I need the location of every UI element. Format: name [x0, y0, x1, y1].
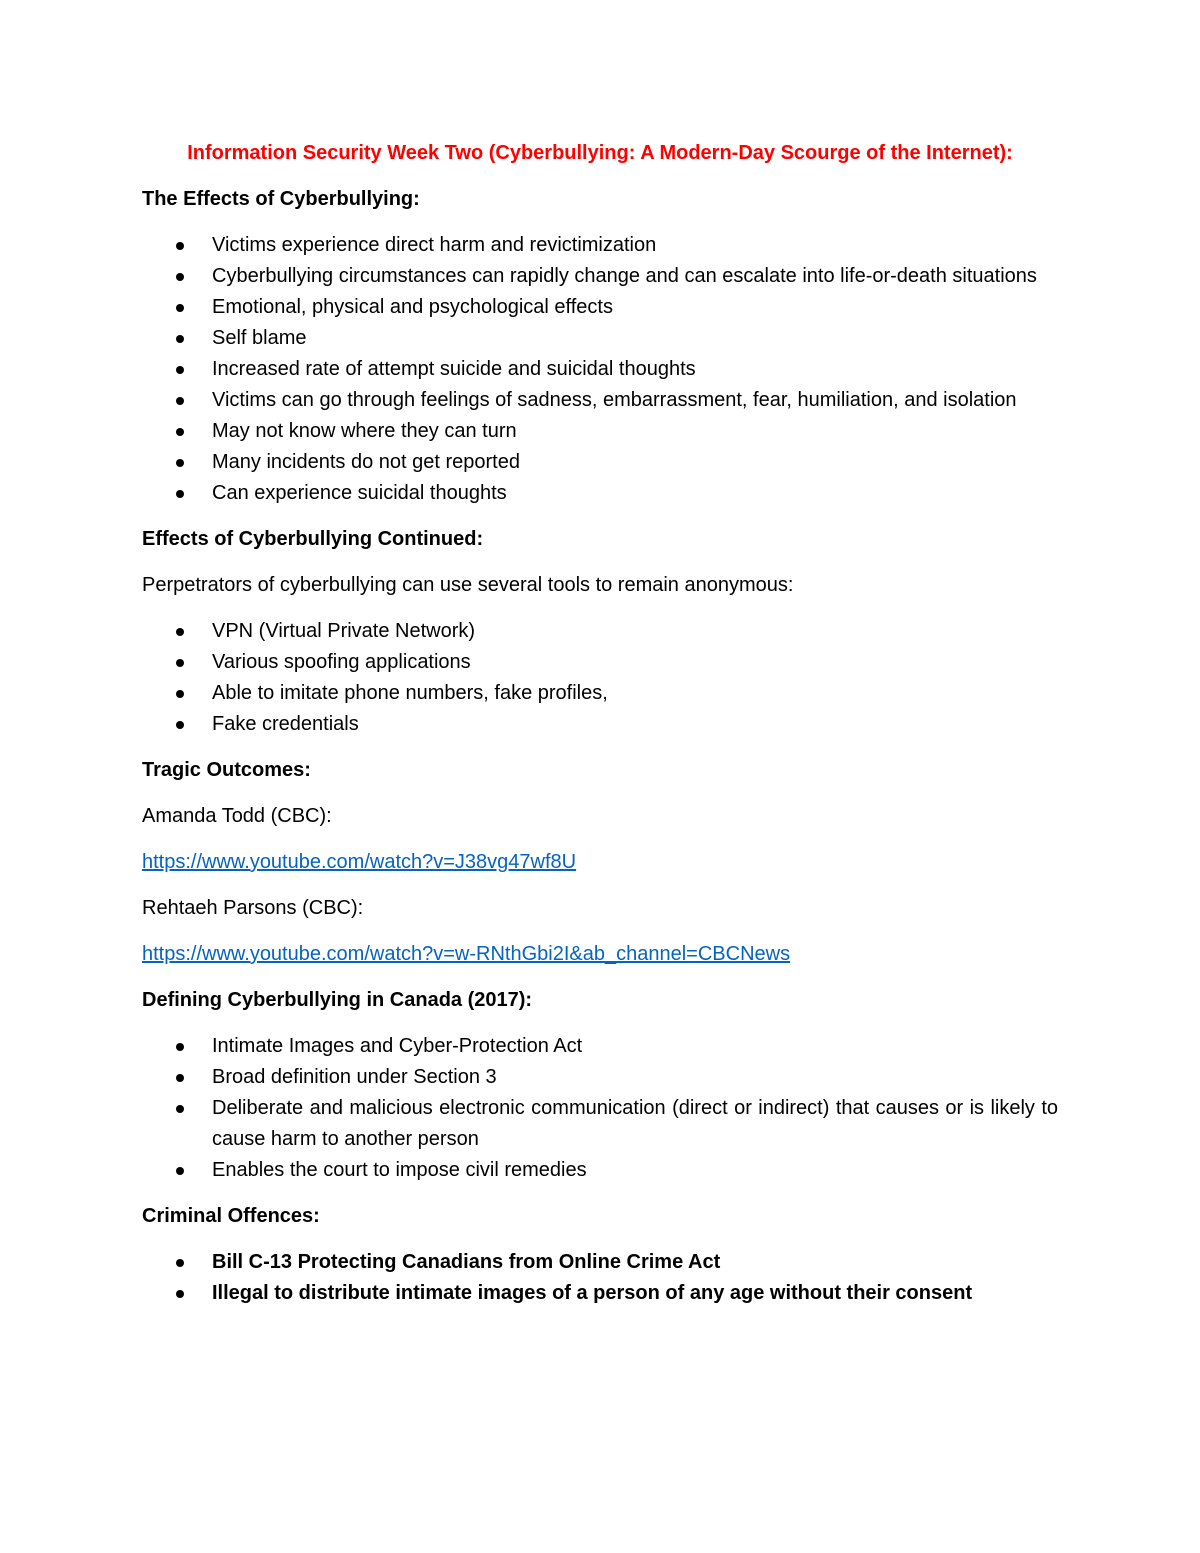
list-item: Increased rate of attempt suicide and suicidal thoughts	[142, 354, 1058, 385]
bullet-icon	[176, 366, 184, 374]
rehtaeh-parsons-video-link[interactable]: https://www.youtube.com/watch?v=w-RNthGbi2I&ab_channel=CBCNews	[142, 943, 791, 965]
bullet-icon	[176, 304, 184, 312]
perpetrators-intro: Perpetrators of cyberbullying can use several tools to remain anonymous:	[142, 574, 794, 596]
bullet-icon	[176, 490, 184, 498]
bullet-icon	[176, 1105, 184, 1113]
list-item: Illegal to distribute intimate images of a person of any age without their consent	[142, 1278, 1058, 1309]
bullet-icon	[176, 1290, 184, 1298]
definition-list	[142, 1031, 1058, 1186]
bullet-icon	[176, 690, 184, 698]
list-item: Fake credentials	[142, 709, 1058, 740]
amanda-todd-video-link[interactable]: https://www.youtube.com/watch?v=J38vg47wf8U	[142, 851, 577, 873]
bullet-icon	[176, 1043, 184, 1051]
bullet-icon	[176, 397, 184, 405]
case-label-amanda-todd: Amanda Todd (CBC):	[142, 805, 332, 827]
list-item: Various spoofing applications	[142, 647, 1058, 678]
bullet-icon	[176, 628, 184, 636]
list-item: Cyberbullying circumstances can rapidly change and can escalate into life-or-death situations	[142, 261, 1058, 292]
bullet-icon	[176, 459, 184, 467]
section-heading-effects-continued: Effects of Cyberbullying Continued:	[142, 528, 484, 550]
bullet-icon	[176, 1259, 184, 1267]
list-item: Victims can go through feelings of sadness, embarrassment, fear, humiliation, and isolation	[142, 385, 1058, 416]
list-item: Can experience suicidal thoughts	[142, 478, 1058, 509]
bullet-icon	[176, 335, 184, 343]
list-item: Bill C-13 Protecting Canadians from Online Crime Act	[142, 1247, 1058, 1278]
list-item: Emotional, physical and psychological effects	[142, 292, 1058, 323]
bullet-icon	[176, 428, 184, 436]
list-item: Deliberate and malicious electronic communication (direct or indirect) that causes or is likely to cause harm to another person	[142, 1093, 1058, 1155]
list-item: Victims experience direct harm and revictimization	[142, 230, 1058, 261]
document-page	[142, 138, 1058, 1324]
list-item: VPN (Virtual Private Network)	[142, 616, 1058, 647]
bullet-icon	[176, 242, 184, 250]
bullet-icon	[176, 273, 184, 281]
bullet-icon	[176, 659, 184, 667]
list-item: Able to imitate phone numbers, fake profiles,	[142, 678, 1058, 709]
list-item: Enables the court to impose civil remedies	[142, 1155, 1058, 1186]
bullet-icon	[176, 1167, 184, 1175]
tools-list	[142, 616, 1058, 740]
criminal-offences-list	[142, 1247, 1058, 1309]
section-heading-defining-cyberbullying: Defining Cyberbullying in Canada (2017):	[142, 989, 533, 1011]
bullet-icon	[176, 1074, 184, 1082]
section-heading-effects: The Effects of Cyberbullying:	[142, 188, 420, 210]
section-heading-criminal-offences: Criminal Offences:	[142, 1205, 320, 1227]
bullet-icon	[176, 721, 184, 729]
list-item: Self blame	[142, 323, 1058, 354]
effects-list	[142, 230, 1058, 509]
document-title: Information Security Week Two (Cyberbullying: A Modern-Day Scourge of the Internet):	[187, 142, 1013, 164]
list-item: May not know where they can turn	[142, 416, 1058, 447]
case-link-row	[142, 939, 1058, 970]
case-link-row	[142, 847, 1058, 878]
section-heading-tragic-outcomes: Tragic Outcomes:	[142, 759, 311, 781]
case-label-rehtaeh-parsons: Rehtaeh Parsons (CBC):	[142, 897, 364, 919]
list-item: Intimate Images and Cyber-Protection Act	[142, 1031, 1058, 1062]
list-item: Many incidents do not get reported	[142, 447, 1058, 478]
list-item: Broad definition under Section 3	[142, 1062, 1058, 1093]
